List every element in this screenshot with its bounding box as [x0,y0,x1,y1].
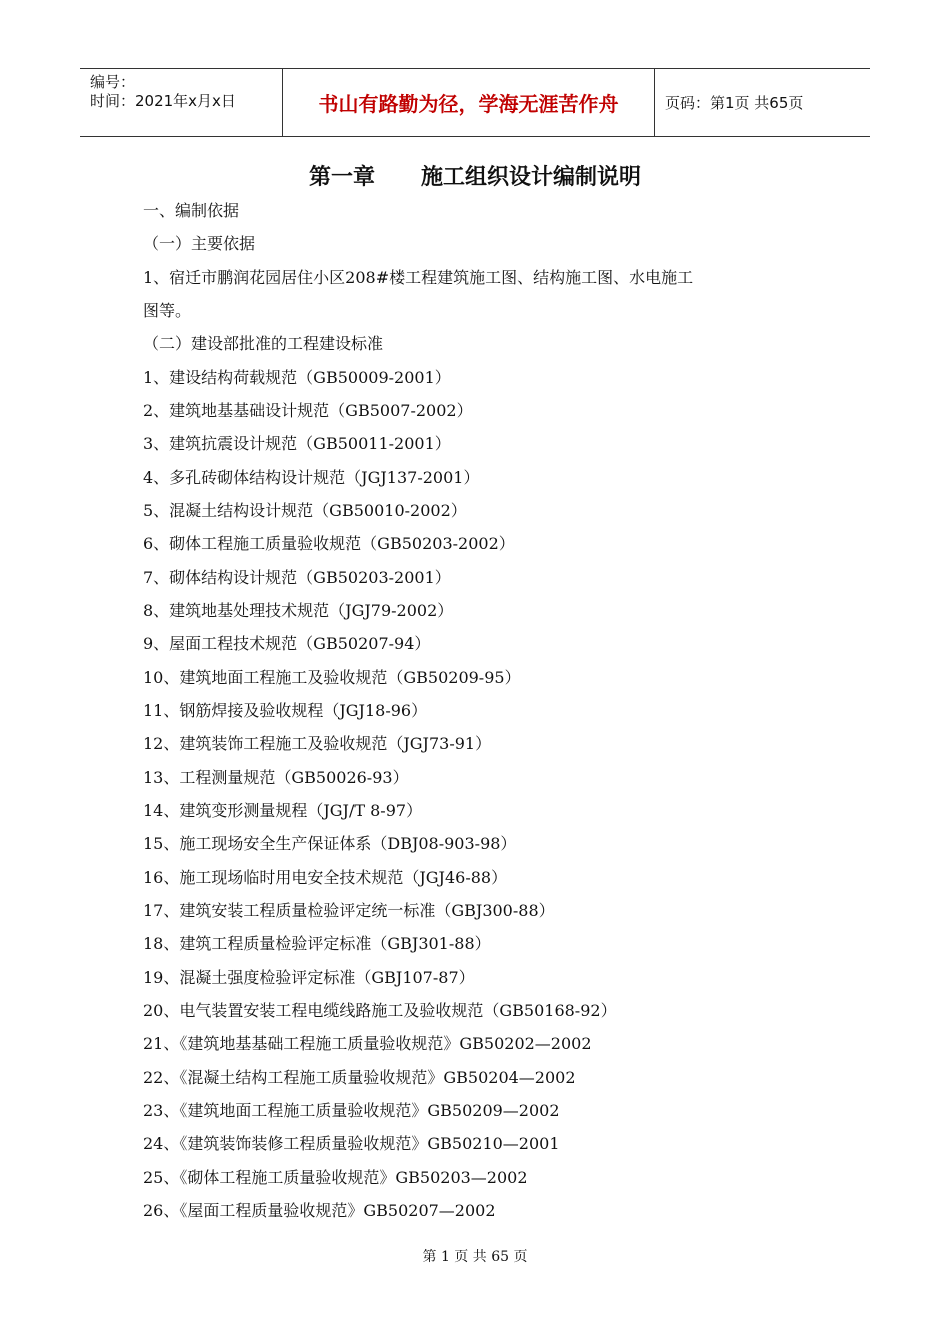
text-line: 2、建筑地基基础设计规范（GB5007-2002） [143,401,473,420]
text-line: 7、砌体结构设计规范（GB50203-2001） [143,568,451,587]
text-line: 12、建筑装饰工程施工及验收规范（JGJ73-91） [143,734,492,753]
text-line: 22、《混凝土结构工程施工质量验收规范》GB50204—2002 [143,1068,576,1087]
text-line: 21、《建筑地基基础工程施工质量验收规范》GB50202—2002 [143,1034,592,1053]
text-line: 1、建设结构荷载规范（GB50009-2001） [143,368,451,387]
page-footer: 第 1 页 共 65 页 [422,1249,528,1265]
text-line: 14、建筑变形测量规程（JGJ/T 8-97） [143,801,423,820]
text-line: 9、屋面工程技术规范（GB50207-94） [143,634,431,653]
text-line: 16、施工现场临时用电安全技术规范（JGJ46-88） [143,868,508,887]
time-label: 时间：2021年x月x日 [90,92,236,110]
chapter-title: 第一章 施工组织设计编制说明 [309,165,641,190]
number-label: 编号： [90,73,136,91]
text-line: （一）主要依据 [143,234,256,253]
text-line: （二）建设部批准的工程建设标准 [143,334,384,353]
header-motto: 书山有路勤为径，学海无涯苦作舟 [282,69,655,136]
text-line: 4、多孔砖砌体结构设计规范（JGJ137-2001） [143,468,480,487]
text-line: 3、建筑抗震设计规范（GB50011-2001） [143,434,451,453]
text-line: 一、编制依据 [143,201,240,220]
text-line: 5、混凝土结构设计规范（GB50010-2002） [143,501,467,520]
header-meta [80,69,282,136]
text-line: 19、混凝土强度检验评定标准（GBJ107-87） [143,968,475,987]
header-page-info: 页码：第1页 共65页 [665,94,804,112]
text-line: 25、《砌体工程施工质量验收规范》GB50203—2002 [143,1168,528,1187]
text-line: 17、建筑安装工程质量检验评定统一标准（GBJ300-88） [143,901,555,920]
text-line: 20、电气装置安装工程电缆线路施工及验收规范（GB50168-92） [143,1001,617,1020]
text-line: 图等。 [143,301,192,320]
text-line: 11、钢筋焊接及验收规程（JGJ18-96） [143,701,428,720]
text-line: 24、《建筑装饰装修工程质量验收规范》GB50210—2001 [143,1134,560,1153]
text-line: 1、宿迁市鹏润花园居住小区208#楼工程建筑施工图、结构施工图、水电施工 [143,268,694,287]
text-line: 23、《建筑地面工程施工质量验收规范》GB50209—2002 [143,1101,560,1120]
text-line: 15、施工现场安全生产保证体系（DBJ08-903-98） [143,834,517,853]
text-line: 6、砌体工程施工质量验收规范（GB50203-2002） [143,534,515,553]
text-line: 18、建筑工程质量检验评定标准（GBJ301-88） [143,934,491,953]
page-header [80,68,870,137]
text-line: 10、建筑地面工程施工及验收规范（GB50209-95） [143,668,521,687]
text-line: 26、《屋面工程质量验收规范》GB50207—2002 [143,1201,496,1220]
text-line: 8、建筑地基处理技术规范（JGJ79-2002） [143,601,454,620]
text-line: 13、工程测量规范（GB50026-93） [143,768,409,787]
